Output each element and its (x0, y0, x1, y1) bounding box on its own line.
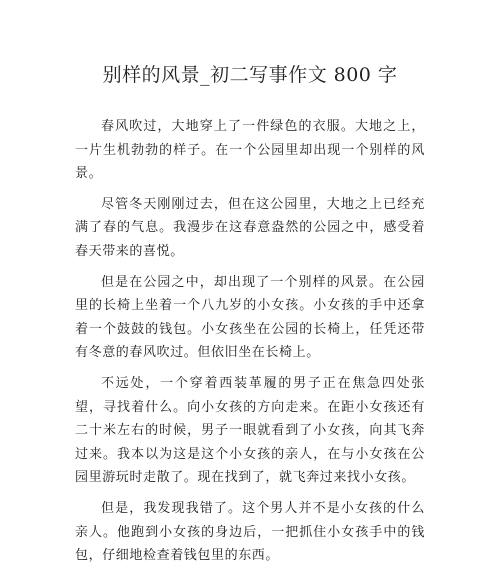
paragraph: 但是，我发现我错了。这个男人并不是小女孩的什么亲人。他跑到小女孩的身边后，一把抓住小女孩手中的钱包，仔细地检查着钱包里的东西。 (75, 500, 425, 564)
paragraph: 不远处，一个穿着西装革履的男子正在焦急四处张望，寻找着什么。向小女孩的方向走来。在距小女孩还有二十米左右的时候，男子一眼就看到了小女孩，向其飞奔过来。我本以为这是这个小女孩的亲人，在与小女孩在公园里游玩时走散了。现在找到了，就飞奔过来找小女孩。 (75, 375, 425, 486)
paragraph: 春风吹过，大地穿上了一件绿色的衣服。大地之上，一片生机勃勃的样子。在一个公园里却出现一个别样的风景。 (75, 119, 425, 182)
document-title: 别样的风景_初二写事作文 800 字 (102, 64, 398, 86)
document-body (75, 115, 425, 566)
paragraph: 但是在公园之中，却出现了一个别样的风景。在公园里的长椅上坐着一个八九岁的小女孩。小女孩的手中还拿着一个鼓鼓的钱包。小女孩坐在公园的长椅上，任凭还带有冬意的春风吹过。但依旧坐在长椅上。 (75, 274, 425, 361)
paragraph: 尽管冬天刚刚过去，但在这公园里，大地之上已经充满了春的气息。我漫步在这春意盎然的公园之中，感受着春天带来的喜悦。 (75, 196, 425, 259)
